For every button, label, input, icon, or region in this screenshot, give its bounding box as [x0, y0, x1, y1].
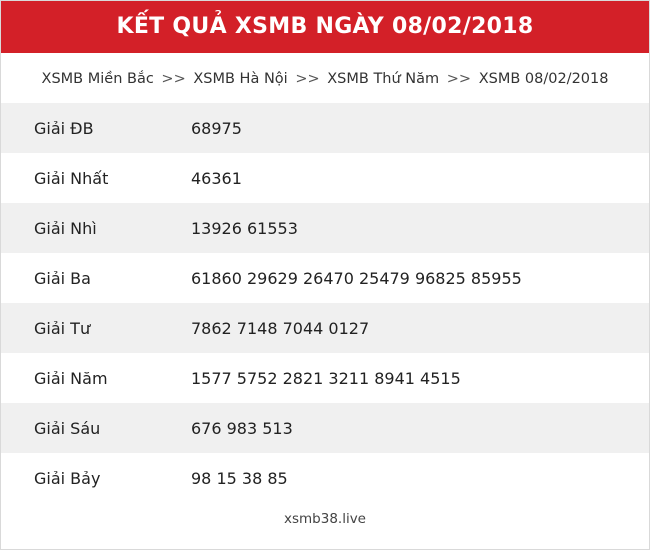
prize-numbers: 68975 — [189, 103, 649, 153]
prize-label: Giải Nhì — [1, 203, 189, 253]
prize-label: Giải Bảy — [1, 453, 189, 503]
table-row — [1, 153, 649, 203]
prize-label: Giải Năm — [1, 353, 189, 403]
table-row — [1, 453, 649, 503]
breadcrumb-item-1[interactable]: XSMB Hà Nội — [193, 71, 288, 87]
prize-label: Giải ĐB — [1, 103, 189, 153]
prize-label: Giải Tư — [1, 303, 189, 353]
breadcrumb-item-3[interactable]: XSMB 08/02/2018 — [478, 71, 609, 87]
results-table — [1, 103, 649, 503]
table-row — [1, 203, 649, 253]
breadcrumb-item-0[interactable]: XSMB Miền Bắc — [41, 71, 154, 87]
prize-numbers: 13926 61553 — [189, 203, 649, 253]
prize-label: Giải Nhất — [1, 153, 189, 203]
site-name: xsmb38.live — [283, 511, 366, 527]
table-row — [1, 353, 649, 403]
table-row — [1, 403, 649, 453]
prize-numbers: 61860 29629 26470 25479 96825 85955 — [189, 253, 649, 303]
prize-numbers: 98 15 38 85 — [189, 453, 649, 503]
prize-numbers: 1577 5752 2821 3211 8941 4515 — [189, 353, 649, 403]
breadcrumb-separator: >> — [161, 71, 186, 87]
breadcrumb-item-2[interactable]: XSMB Thứ Năm — [327, 71, 440, 87]
table-row — [1, 103, 649, 153]
footer — [1, 503, 649, 549]
breadcrumb-separator: >> — [446, 71, 472, 87]
breadcrumb — [1, 53, 649, 103]
prize-numbers: 676 983 513 — [189, 403, 649, 453]
prize-numbers: 7862 7148 7044 0127 — [189, 303, 649, 353]
table-row — [1, 253, 649, 303]
page-title: KẾT QUẢ XSMB NGÀY 08/02/2018 — [1, 1, 649, 53]
prize-label: Giải Sáu — [1, 403, 189, 453]
table-row — [1, 303, 649, 353]
prize-numbers: 46361 — [189, 153, 649, 203]
breadcrumb-separator: >> — [295, 71, 320, 87]
prize-label: Giải Ba — [1, 253, 189, 303]
